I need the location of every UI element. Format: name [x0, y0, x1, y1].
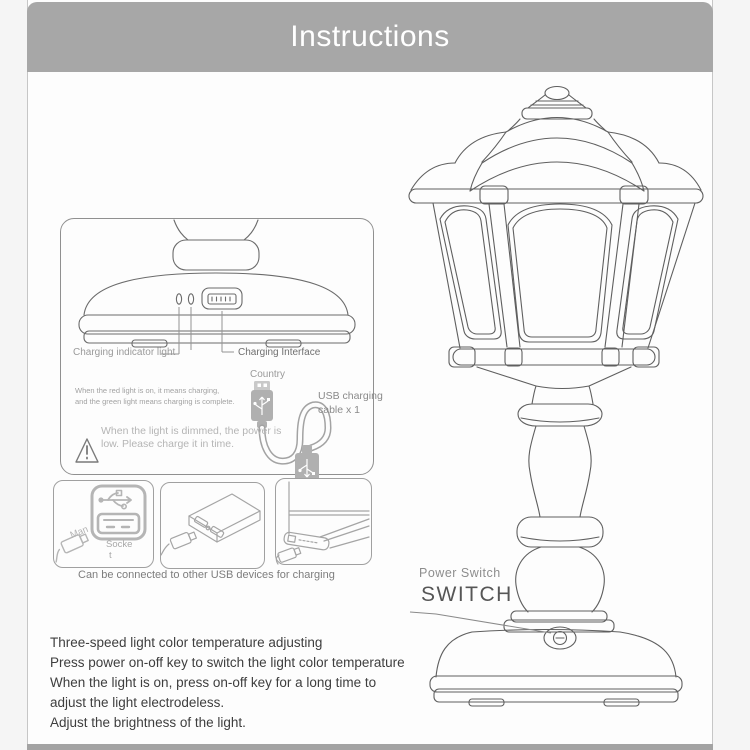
power-switch-label: Power Switch	[419, 566, 501, 580]
usb-devices-caption: Can be connected to other USB devices for charging	[78, 569, 335, 581]
lamp-stem	[477, 367, 631, 632]
power-bank-icon	[189, 494, 260, 533]
country-label: Country	[250, 369, 286, 380]
socket-label-line1: Socke	[106, 539, 133, 550]
lamp-roof	[409, 118, 703, 205]
usb-connector-top	[251, 381, 273, 428]
lamp-lantern-body	[433, 203, 695, 367]
indicator-note-line1: When the red light is on, it means charging,	[75, 386, 220, 395]
socket-label-line2: t	[109, 550, 112, 561]
instruction-line: adjust the light electrodeless.	[50, 695, 225, 710]
usb-cable-label-line1: USB charging	[318, 390, 383, 402]
power-bank-box	[160, 482, 265, 569]
switch-label: SWITCH	[421, 583, 513, 606]
socket-drawing	[54, 481, 153, 567]
page-title: Instructions	[290, 20, 450, 53]
lamp-base	[430, 630, 682, 707]
lamp-drawing	[397, 78, 713, 712]
indicator-note-line2: and the green light means charging is complete.	[75, 397, 235, 406]
plug-label: Man	[68, 523, 90, 542]
instruction-line: Three-speed light color temperature adjusting	[50, 635, 323, 650]
charging-diagram-box	[60, 218, 383, 475]
low-power-warning-line2: low. Please charge it in time.	[101, 438, 235, 450]
header-bar	[27, 2, 713, 72]
instruction-text-block	[50, 633, 405, 733]
usb-female-port-icon	[98, 514, 139, 533]
charging-led-icon	[176, 294, 181, 304]
usb-cable-label-line2: cable x 1	[318, 404, 361, 416]
charging-indicator-label: Charging indicator light	[73, 347, 176, 358]
lamp-underside-drawing	[61, 219, 373, 509]
laptop-box	[275, 478, 372, 565]
instruction-line: Press power on-off key to switch the light color temperature	[50, 655, 405, 670]
instruction-line: Adjust the brightness of the light.	[50, 715, 246, 730]
instruction-line: When the light is on, press on-off key for a long time to	[50, 675, 377, 690]
laptop-drawing	[276, 479, 371, 564]
low-power-warning-line1: When the light is dimmed, the power is	[101, 425, 282, 437]
stem-outline	[174, 220, 258, 240]
power-switch-icon[interactable]	[544, 627, 576, 649]
bottom-border-strip	[27, 744, 713, 750]
usb-plug-icon	[170, 530, 197, 550]
charging-interface-label: Charging Interface	[238, 347, 321, 358]
usb-socket-box	[53, 480, 154, 568]
usb-plug-icon	[277, 546, 301, 563]
charging-led-icon	[188, 294, 193, 304]
power-bank-drawing	[161, 483, 264, 568]
warning-triangle-icon	[76, 439, 98, 462]
